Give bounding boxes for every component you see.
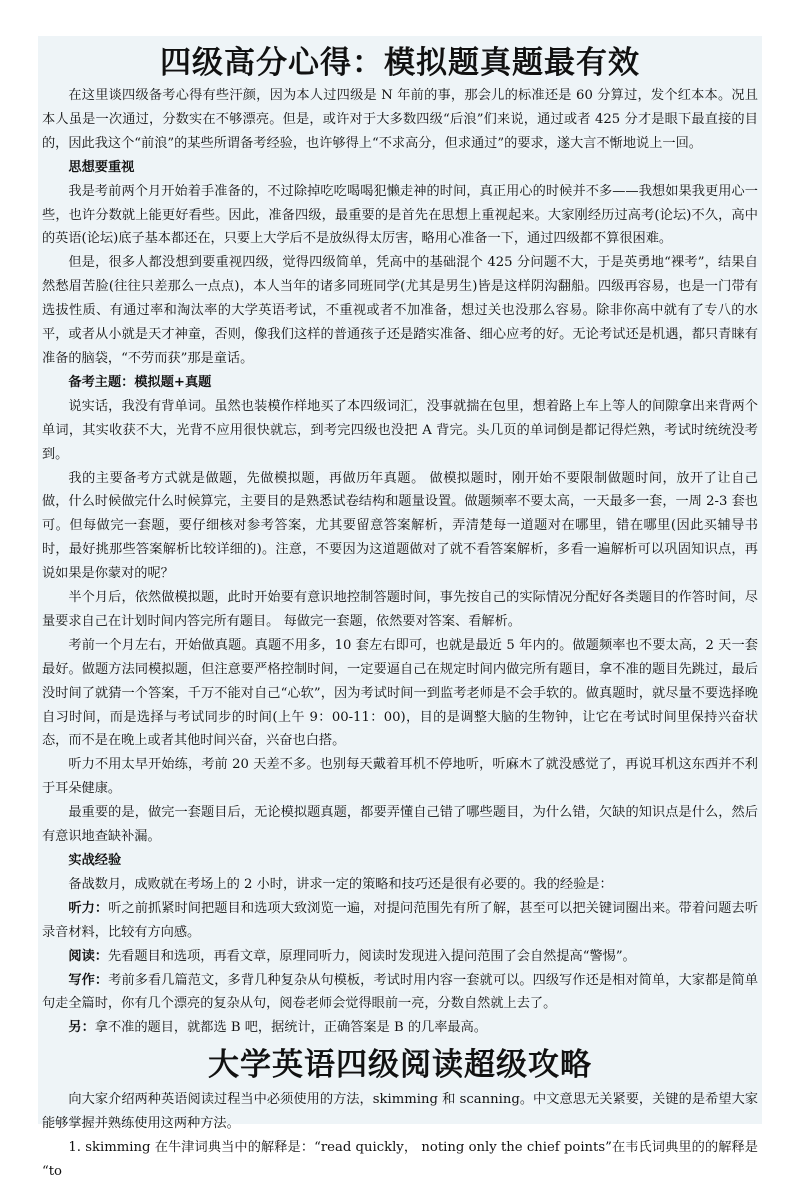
paragraph: 1. skimming 在牛津词典当中的解释是：“read quickly， noting only the chief points”在韦氏词典里的的解释是 “to xyxy=(42,1140,758,1179)
document-content xyxy=(38,36,762,1184)
tip-text: 拿不准的题目，就都选 B 吧，据统计，正确答案是 B 的几率最高。 xyxy=(94,1020,487,1036)
tip-label: 另： xyxy=(68,1020,95,1036)
section-heading-practice: 实战经验 xyxy=(68,853,122,868)
tip-other xyxy=(42,1016,758,1040)
intro-paragraph: 在这里谈四级备考心得有些汗颜，因为本人过四级是 N 年前的事，那会儿的标准还是 60 分算过，发个红本本。况且本人虽是一次通过，分数实在不够漂亮。但是，或许对于大多数四级“后浪”们来说，通过或者 425 分才是眼下最直接的目的，因此我这个“前浪”的某些所谓备考经验，也许够得上“不求高分，但求通过”的要求，遂大言不惭地说上一回。 xyxy=(42,88,758,151)
paragraph: 我是考前两个月开始着手准备的，不过除掉吃吃喝喝犯懒走神的时间，真正用心的时候并不多——我想如果我更用心一些，也许分数就上能更好看些。因此，准备四级，最重要的是首先在思想上重视起来。大家刚经历过高考(论坛)不久，高中的英语(论坛)底子基本都还在，只要上大学后不是放纵得太厉害，略用心准备一下，通过四级都不算很困难。 xyxy=(42,183,758,247)
paragraph: 向大家介绍两种英语阅读过程当中必须使用的方法，skimming 和 scanning。中文意思无关紧要，关键的是希望大家能够掌握并熟练使用这两种方法。 xyxy=(42,1092,758,1132)
tip-label: 阅读： xyxy=(68,948,108,964)
tip-text: 听之前抓紧时间把题目和选项大致浏览一遍，对提问范围先有所了解，甚至可以把关键词圈出来。带着问题去听录音材料，比较有方向感。 xyxy=(42,900,759,940)
tip-label: 听力： xyxy=(68,900,109,916)
paragraph: 我的主要备考方式就是做题，先做模拟题，再做历年真题。 做模拟题时，刚开始不要限制做题时间，放开了让自己做，什么时候做完什么时候算完，主要目的是熟悉试卷结构和题量设置。做题频率不要太高，一天最多一套，一周 2-3 套也可。但每做完一套题，要仔细核对参考答案，尤其要留意答案解析，弄清楚每一道题对在哪里，错在哪里(因此买辅导书时，最好挑那些答案解析比较详细的)。注意，不要因为这道题做对了就不看答案解析，多看一遍解析可以巩固知识点，再说如果是你蒙对的呢？ xyxy=(42,470,758,582)
second-article-title: 大学英语四级阅读超级攻略 xyxy=(208,1047,592,1084)
document-page xyxy=(38,36,762,1179)
article-title: 四级高分心得：模拟题真题最有效 xyxy=(160,45,640,81)
paragraph: 考前一个月左右，开始做真题。真题不用多，10 套左右即可，也就是最近 5 年内的。做题频率也不要太高，2 天一套最好。做题方法同模拟题，但注意要严格控制时间，一定要逼自己在规定时间内做完所有题目，拿不准的题目先跳过，最后没时间了就猜一个答案，千万不能对自己“心软”，因为考试时间一到监考老师是不会手软的。做真题时，就尽量不要选择晚自习时间，而是选择与考试同步的时间(上午 9：00-11：00)，目的是调整大脑的生物钟，让它在考试时间里保持兴奋状态，而不是在晚上或者其他时间兴奋，兴奋也白搭。 xyxy=(42,637,758,749)
section-heading-thinking: 思想要重视 xyxy=(68,159,135,175)
paragraph: 半个月后，依然做模拟题，此时开始要有意识地控制答题时间，事先按自己的实际情况分配好各类题目的作答时间，尽量要求自己在计划时间内答完所有题目。 每做完一套题，依然要对答案、看解析。 xyxy=(42,590,758,629)
paragraph: 但是，很多人都没想到要重视四级，觉得四级简单，凭高中的基础混个 425 分问题不大，于是英勇地“裸考”，结果自然愁眉苦脸(往往只差那么一点点)，本人当年的诸多同班同学(尤其是男生)皆是这样阴沟翻船。四级再容易，也是一门带有选拔性质、有通过率和淘汰率的大学英语考试，不重视或者不加准备，想过关也没那么容易。除非你高中就有了专八的水平，或者从小就是天才神童，否则，像我们这样的普通孩子还是踏实准备、细心应考的好。无论考试还是机遇，都只青睐有准备的脑袋，“不劳而获”那是童话。 xyxy=(42,255,758,366)
tip-text: 先看题目和选项，再看文章，原理同听力，阅读时发现进入提问范围了会自然提高“警惕”。 xyxy=(107,948,636,964)
tip-text: 考前多看几篇范文，多背几种复杂从句模板，考试时用内容一套就可以。四级写作还是相对简单，大家都是简单句走全篇时，你有几个漂亮的复杂从句，阅卷老师会觉得眼前一亮，分数自然就上去了。 xyxy=(42,972,759,1012)
tip-writing xyxy=(42,969,758,1017)
tip-listening xyxy=(42,897,758,945)
paragraph: 听力不用太早开始练，考前 20 天差不多。也别每天戴着耳机不停地听，听麻木了就没感觉了，再说耳机这东西并不利于耳朵健康。 xyxy=(42,757,758,797)
tip-reading xyxy=(42,945,758,969)
paragraph: 说实话，我没有背单词。虽然也装模作样地买了本四级词汇，没事就揣在包里，想着路上车上等人的间隙拿出来背两个单词，其实收获不大，光背不应用很快就忘，到考完四级也没把 A 背完。头几页的单词倒是都记得烂熟，考试时统统没考到。 xyxy=(42,398,758,462)
paragraph: 备战数月，成败就在考场上的 2 小时，讲求一定的策略和技巧还是很有必要的。我的经验是： xyxy=(68,876,613,892)
paragraph: 最重要的是，做完一套题目后，无论模拟题真题，都要弄懂自己错了哪些题目，为什么错，欠缺的知识点是什么，然后有意识地查缺补漏。 xyxy=(42,805,758,845)
tip-label: 写作： xyxy=(68,972,109,988)
section-heading-prep: 备考主题：模拟题+真题 xyxy=(68,374,212,390)
